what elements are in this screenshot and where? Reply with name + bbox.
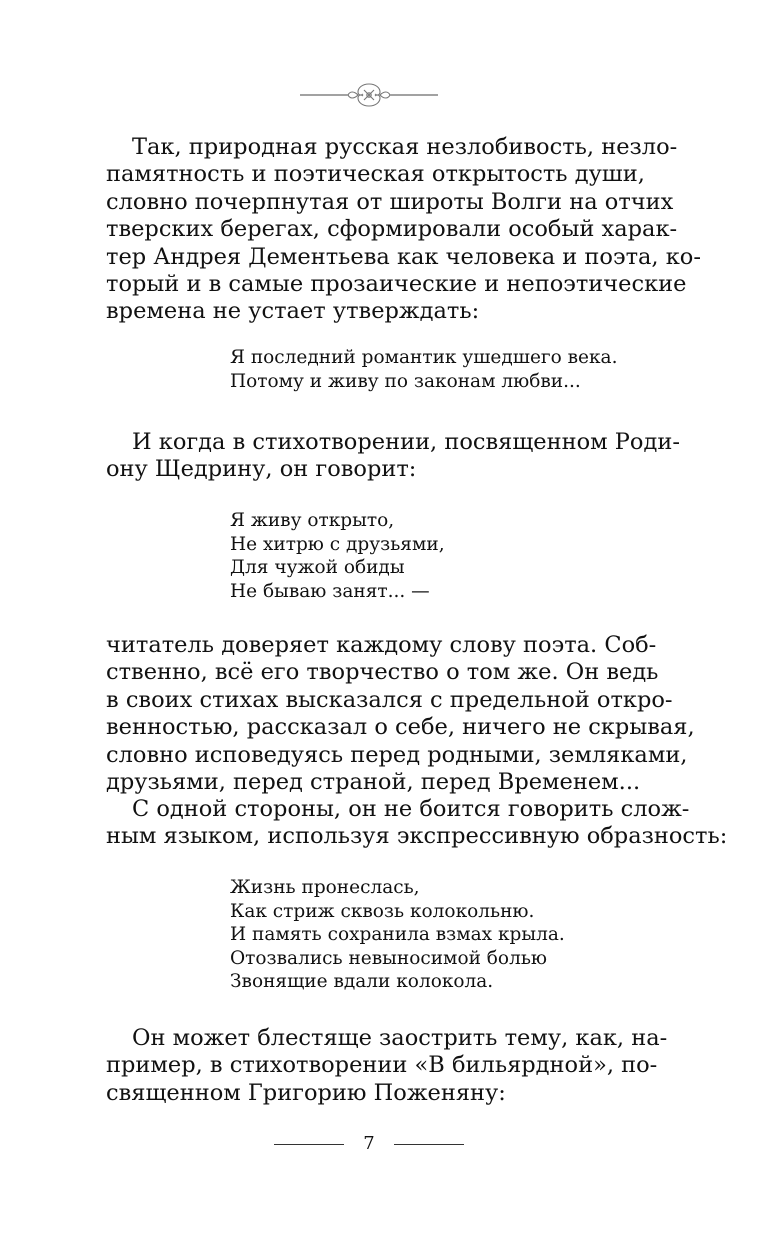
ornament-divider-icon [298,78,440,112]
paragraph-line: памятность и поэтическая открытость души, [106,161,645,188]
paragraph-line: ственно, всё его творчество о том же. Он ведь [106,659,659,686]
page-footer [274,1132,464,1156]
verse-line: Отозвались невыносимой болью [230,947,547,969]
paragraph-line: торый и в самые прозаические и непоэтические [106,271,687,298]
paragraph-line: С одной стороны, он не боится говорить слож- [132,796,690,822]
paragraph-line: Он может блестяще заострить тему, как, на- [132,1025,668,1051]
verse-line: Не бываю занят... — [230,580,430,602]
paragraph-line: Так, природная русская незлобивость, незло- [132,134,678,160]
verse-line: Звонящие вдали колокола. [230,971,494,993]
verse-line: Я живу открыто, [230,510,395,531]
paragraph-line: словно почерпнутая от широты Волги на отчих [106,188,674,215]
paragraph-line: венностью, рассказал о себе, ничего не скрывая, [106,714,695,741]
paragraph-line: ным языком, используя экспрессивную образность: [106,823,728,850]
paragraph-line: в своих стихах высказался с предельной откро- [106,686,673,713]
verse-3 [230,876,565,994]
paragraph-line: друзьями, перед страной, перед Временем... [106,769,641,796]
verse-2 [230,509,445,603]
paragraph-line: тверских берегах, сформировали особый харак- [106,216,678,243]
paragraph-line: ону Щедрину, он говорит: [106,456,417,483]
paragraph-line: времена не устает утверждать: [106,298,480,325]
verse-line: Жизнь пронеслась, [230,877,420,898]
footer-rule-right [394,1144,464,1145]
paragraph-line: пример, в стихотворении «В бильярдной», по- [106,1052,658,1079]
paragraph-line: читатель доверяет каждому слову поэта. Соб- [106,632,657,658]
page-number: 7 [363,1133,375,1154]
paragraph-2 [106,429,680,484]
verse-line: Я последний романтик ушедшего века. [230,347,618,368]
paragraph-5 [106,1025,668,1107]
verse-line: Как стриж сквозь колокольню. [230,900,535,922]
paragraph-4 [106,796,728,851]
verse-line: Для чужой обиды [230,557,405,579]
verse-line: И память сохранила взмах крыла. [230,924,565,946]
paragraph-line: тер Андрея Дементьева как человека и поэта, ко- [106,243,701,270]
paragraph-line: священном Григорию Поженяну: [106,1079,506,1106]
paragraph-3 [106,632,695,796]
verse-1 [230,346,617,393]
verse-line: Не хитрю с друзьями, [230,533,445,555]
paragraph-line: словно исповедуясь перед родными, земляками, [106,741,688,768]
paragraph-1 [106,134,701,326]
paragraph-line: И когда в стихотворении, посвященном Роди- [132,429,680,455]
verse-line: Потому и живу по законам любви... [230,370,581,392]
